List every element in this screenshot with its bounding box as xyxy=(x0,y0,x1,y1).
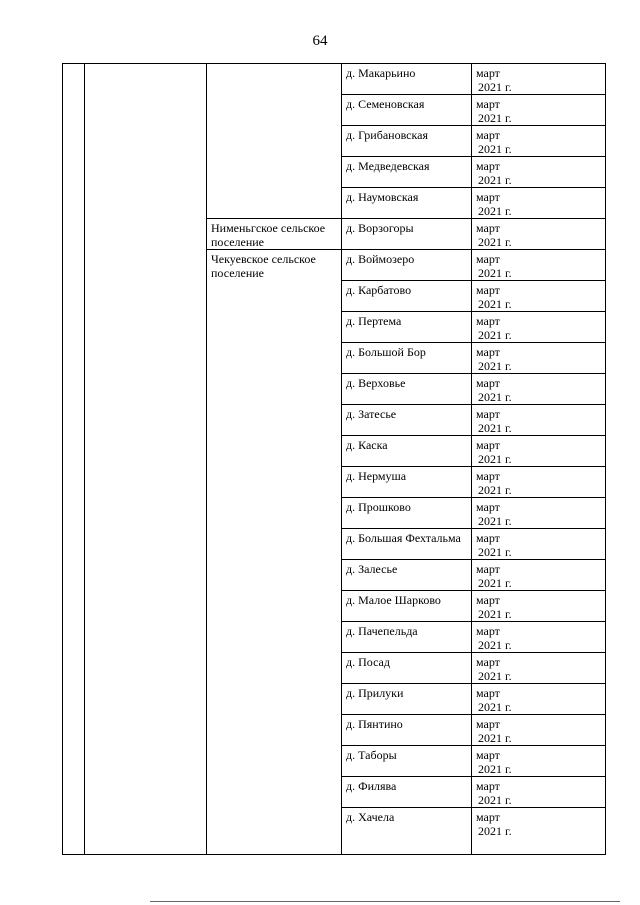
settlement-cell xyxy=(207,250,342,855)
village-name: д. Воймозеро xyxy=(346,252,415,266)
village-cell xyxy=(342,529,472,560)
date-month: март xyxy=(476,345,500,359)
village-cell xyxy=(342,95,472,126)
date-month: март xyxy=(476,717,500,731)
village-name: д. Медведевская xyxy=(346,159,430,173)
date-year: 2021 г. xyxy=(478,266,512,280)
village-name: д. Грибановская xyxy=(346,128,428,142)
page-number: 64 xyxy=(312,33,328,49)
village-cell xyxy=(342,157,472,188)
village-name: д. Макарьино xyxy=(346,66,416,80)
date-year: 2021 г. xyxy=(478,421,512,435)
settlement-name-line: Чекуевское сельское xyxy=(211,252,316,266)
village-name: д. Прилуки xyxy=(346,686,404,700)
date-cell xyxy=(472,250,606,281)
date-year: 2021 г. xyxy=(478,142,512,156)
village-name: д. Филява xyxy=(346,779,397,793)
date-month: март xyxy=(476,624,500,638)
district-column-cell xyxy=(85,64,207,855)
date-year: 2021 г. xyxy=(478,793,512,807)
date-cell xyxy=(472,95,606,126)
village-name: д. Залесье xyxy=(346,562,398,576)
date-month: март xyxy=(476,314,500,328)
village-cell xyxy=(342,219,472,250)
date-month: март xyxy=(476,97,500,111)
date-cell xyxy=(472,436,606,467)
date-month: март xyxy=(476,562,500,576)
date-cell xyxy=(472,622,606,653)
village-name: д. Наумовская xyxy=(346,190,419,204)
village-cell xyxy=(342,684,472,715)
date-month: март xyxy=(476,438,500,452)
village-name: д. Каска xyxy=(346,438,388,452)
date-year: 2021 г. xyxy=(478,297,512,311)
settlements-table xyxy=(62,63,606,855)
date-cell xyxy=(472,777,606,808)
date-cell xyxy=(472,405,606,436)
date-cell xyxy=(472,343,606,374)
table-row xyxy=(63,64,606,95)
date-cell xyxy=(472,188,606,219)
date-year: 2021 г. xyxy=(478,731,512,745)
date-cell xyxy=(472,808,606,855)
village-name: д. Пачепельда xyxy=(346,624,418,638)
date-year: 2021 г. xyxy=(478,173,512,187)
village-name: д. Нермуша xyxy=(346,469,407,483)
date-year: 2021 г. xyxy=(478,545,512,559)
date-year: 2021 г. xyxy=(478,235,512,249)
village-name: д. Пянтино xyxy=(346,717,403,731)
date-month: март xyxy=(476,252,500,266)
date-cell xyxy=(472,653,606,684)
date-cell xyxy=(472,281,606,312)
date-month: март xyxy=(476,810,500,824)
date-year: 2021 г. xyxy=(478,762,512,776)
date-cell xyxy=(472,529,606,560)
village-cell xyxy=(342,312,472,343)
settlement-cell xyxy=(207,219,342,250)
date-month: март xyxy=(476,779,500,793)
date-cell xyxy=(472,498,606,529)
village-cell xyxy=(342,777,472,808)
date-month: март xyxy=(476,686,500,700)
date-month: март xyxy=(476,159,500,173)
date-month: март xyxy=(476,469,500,483)
village-name: д. Малое Шарково xyxy=(346,593,441,607)
village-cell xyxy=(342,467,472,498)
village-name: д. Затесье xyxy=(346,407,397,421)
village-name: д. Верховье xyxy=(346,376,406,390)
date-year: 2021 г. xyxy=(478,669,512,683)
date-year: 2021 г. xyxy=(478,576,512,590)
date-year: 2021 г. xyxy=(478,638,512,652)
date-month: март xyxy=(476,283,500,297)
village-cell xyxy=(342,64,472,95)
date-cell xyxy=(472,467,606,498)
date-cell xyxy=(472,746,606,777)
date-year: 2021 г. xyxy=(478,452,512,466)
date-cell xyxy=(472,715,606,746)
date-month: март xyxy=(476,593,500,607)
village-cell xyxy=(342,808,472,855)
village-name: д. Прошково xyxy=(346,500,411,514)
date-year: 2021 г. xyxy=(478,824,512,838)
number-column-cell xyxy=(63,64,85,855)
date-month: март xyxy=(476,190,500,204)
village-name: д. Семеновская xyxy=(346,97,425,111)
date-month: март xyxy=(476,221,500,235)
date-month: март xyxy=(476,128,500,142)
date-month: март xyxy=(476,748,500,762)
village-name: д. Карбатово xyxy=(346,283,412,297)
settlement-name-line: Нименьгское сельское xyxy=(211,221,326,235)
village-cell xyxy=(342,436,472,467)
date-cell xyxy=(472,219,606,250)
village-cell xyxy=(342,560,472,591)
date-year: 2021 г. xyxy=(478,328,512,342)
date-year: 2021 г. xyxy=(478,390,512,404)
date-cell xyxy=(472,684,606,715)
date-year: 2021 г. xyxy=(478,80,512,94)
village-name: д. Таборы xyxy=(346,748,397,762)
date-cell xyxy=(472,157,606,188)
village-cell xyxy=(342,715,472,746)
date-cell xyxy=(472,126,606,157)
table-body xyxy=(63,64,606,855)
village-name: д. Ворзогоры xyxy=(346,221,414,235)
date-year: 2021 г. xyxy=(478,483,512,497)
date-year: 2021 г. xyxy=(478,607,512,621)
village-name: д. Пертема xyxy=(346,314,402,328)
village-name: д. Большая Фехтальма xyxy=(346,531,461,545)
settlement-cell xyxy=(207,64,342,219)
village-cell xyxy=(342,126,472,157)
date-cell xyxy=(472,591,606,622)
date-month: март xyxy=(476,655,500,669)
date-month: март xyxy=(476,500,500,514)
date-cell xyxy=(472,312,606,343)
village-cell xyxy=(342,746,472,777)
date-month: март xyxy=(476,376,500,390)
date-cell xyxy=(472,560,606,591)
date-cell xyxy=(472,64,606,95)
village-cell xyxy=(342,591,472,622)
village-name: д. Хачела xyxy=(346,810,395,824)
date-year: 2021 г. xyxy=(478,514,512,528)
date-cell xyxy=(472,374,606,405)
date-year: 2021 г. xyxy=(478,111,512,125)
settlement-name-line: поселение xyxy=(211,266,265,280)
village-cell xyxy=(342,343,472,374)
date-year: 2021 г. xyxy=(478,359,512,373)
village-cell xyxy=(342,250,472,281)
village-cell xyxy=(342,622,472,653)
settlement-name-line: поселение xyxy=(211,235,265,249)
village-name: д. Посад xyxy=(346,655,390,669)
date-month: март xyxy=(476,531,500,545)
village-cell xyxy=(342,405,472,436)
village-cell xyxy=(342,188,472,219)
village-cell xyxy=(342,374,472,405)
date-year: 2021 г. xyxy=(478,204,512,218)
village-cell xyxy=(342,498,472,529)
page-bottom-rule xyxy=(150,901,620,902)
village-cell xyxy=(342,653,472,684)
date-month: март xyxy=(476,407,500,421)
date-month: март xyxy=(476,66,500,80)
village-name: д. Большой Бор xyxy=(346,345,426,359)
village-cell xyxy=(342,281,472,312)
date-year: 2021 г. xyxy=(478,700,512,714)
